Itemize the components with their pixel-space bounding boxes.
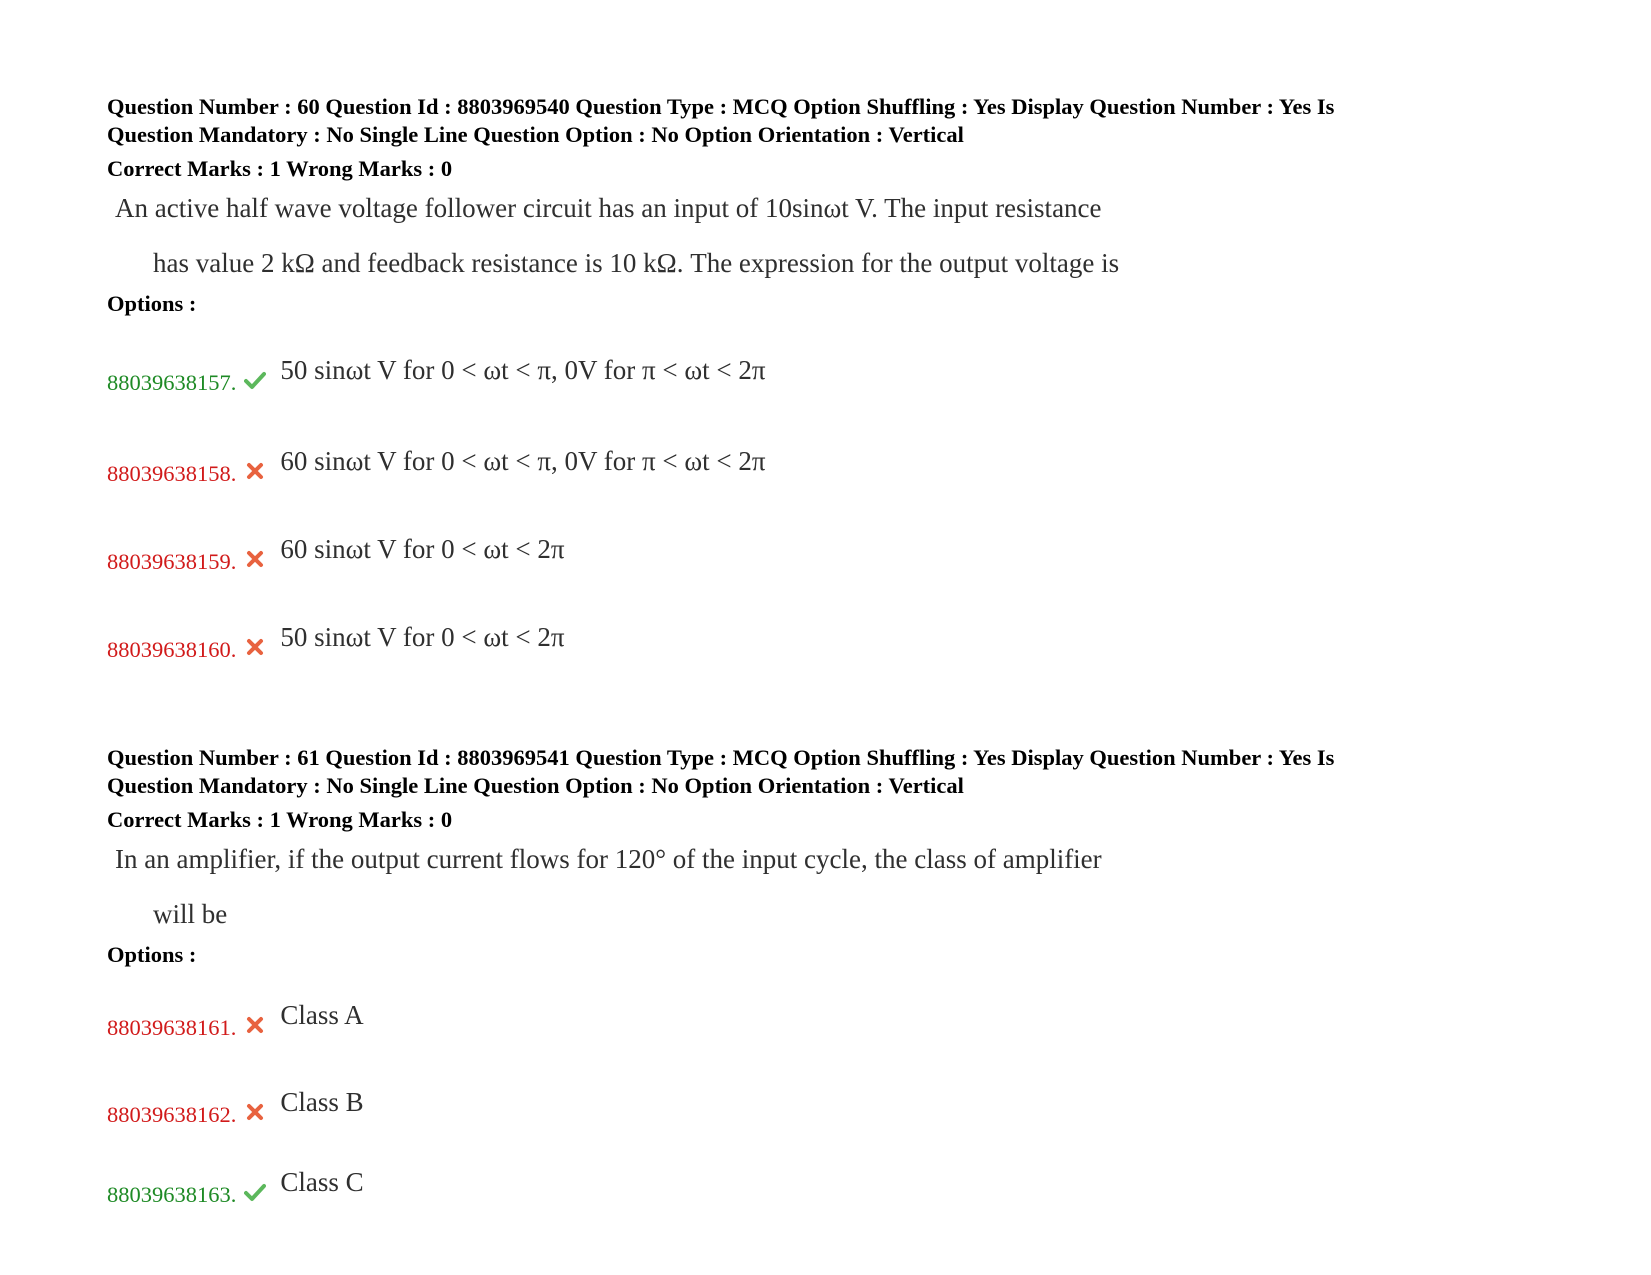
option-row (107, 1087, 364, 1129)
option-row (107, 355, 766, 397)
option-row (107, 622, 565, 664)
option-row (107, 534, 565, 576)
check-icon (244, 369, 266, 391)
question-text-line2: will be (153, 899, 228, 929)
option-text: Class A (280, 1000, 364, 1030)
question-block-60 (107, 93, 1587, 318)
question-meta-line1: Question Number : 61 Question Id : 8803969541 Question Type : MCQ Option Shuffling : Yes Display Question Number : Yes Is (107, 745, 1335, 770)
option-row (107, 1000, 364, 1042)
cross-icon (244, 460, 266, 482)
check-icon (244, 1181, 266, 1203)
option-id: 88039638159. (107, 549, 237, 574)
question-meta-line2: Question Mandatory : No Single Line Question Option : No Option Orientation : Vertical (107, 773, 964, 798)
option-row (107, 1167, 364, 1209)
option-id: 88039638160. (107, 637, 237, 662)
question-meta-line1: Question Number : 60 Question Id : 8803969540 Question Type : MCQ Option Shuffling : Yes Display Question Number : Yes Is (107, 94, 1335, 119)
option-text: Class B (280, 1087, 364, 1117)
question-marks: Correct Marks : 1 Wrong Marks : 0 (107, 807, 453, 832)
question-text (115, 844, 1587, 929)
question-text-line2: has value 2 kΩ and feedback resistance is 10 kΩ. The expression for the output voltage is (153, 248, 1120, 278)
option-row (107, 446, 766, 488)
question-text-line1: In an amplifier, if the output current flows for 120° of the input cycle, the class of amplifier (115, 844, 1102, 874)
question-block-61 (107, 744, 1587, 969)
question-text-line1: An active half wave voltage follower circuit has an input of 10sinωt V. The input resistance (115, 193, 1102, 223)
option-id: 88039638158. (107, 461, 237, 486)
cross-icon (244, 548, 266, 570)
options-label: Options : (107, 942, 197, 967)
question-text (115, 193, 1587, 278)
option-text: Class C (280, 1167, 364, 1197)
option-text: 60 sinωt V for 0 < ωt < π, 0V for π < ωt < 2π (280, 446, 766, 476)
option-id: 88039638162. (107, 1102, 237, 1127)
options-label: Options : (107, 291, 197, 316)
cross-icon (244, 1014, 266, 1036)
question-meta-line2: Question Mandatory : No Single Line Question Option : No Option Orientation : Vertical (107, 122, 964, 147)
option-text: 50 sinωt V for 0 < ωt < π, 0V for π < ωt < 2π (280, 355, 766, 385)
option-id: 88039638163. (107, 1182, 237, 1207)
cross-icon (244, 1101, 266, 1123)
option-text: 50 sinωt V for 0 < ωt < 2π (280, 622, 565, 652)
question-marks: Correct Marks : 1 Wrong Marks : 0 (107, 156, 453, 181)
option-id: 88039638157. (107, 370, 237, 395)
cross-icon (244, 636, 266, 658)
option-id: 88039638161. (107, 1015, 237, 1040)
option-text: 60 sinωt V for 0 < ωt < 2π (280, 534, 565, 564)
